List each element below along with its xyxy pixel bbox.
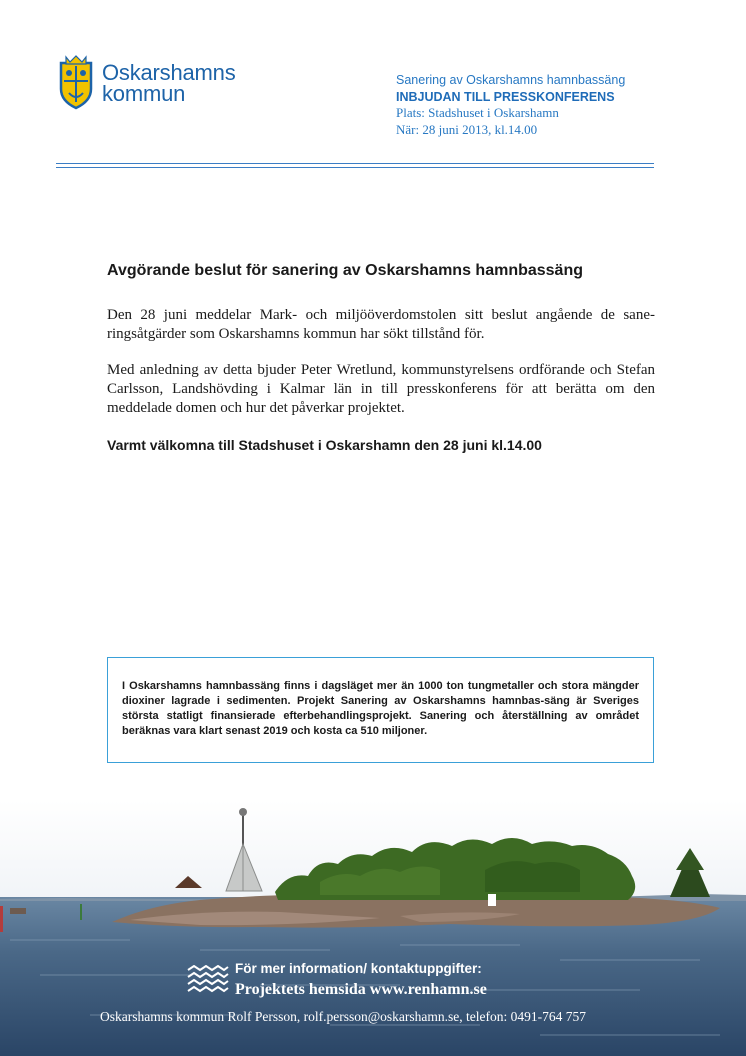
header-place: Plats: Stadshuset i Oskarshamn [396, 105, 559, 120]
header-info [396, 72, 625, 138]
paragraph: Med anledning av detta bjuder Peter Wretlund, kommunstyrelsens ordförande och Stefan Carlsson, Landshövding i Kalmar län in till presskonferens för att berätta om den meddelade domen och hur det påverkar projektet. [107, 362, 655, 416]
welcome-text: Varmt välkomna till Stadshuset i Oskarshamn den 28 juni kl.14.00 [107, 437, 542, 453]
divider [56, 167, 654, 168]
logo-line1: Oskarshamns [102, 59, 236, 85]
contact-line: Oskarshamns kommun Rolf Persson, rolf.persson@oskarshamn.se, telefon: 0491-764 757 [100, 1009, 586, 1024]
header-subtitle: Sanering av Oskarshamns hamnbassäng [396, 73, 626, 87]
header-title: INBJUDAN TILL PRESSKONFERENS [396, 89, 615, 104]
info-box-text: I Oskarshamns hamnbassäng finns i dagsläget mer än 1000 ton tungmetaller och stora mängder dioxiner lagrade i sedimenten. Projekt Sanering av Oskarshamns hamnbas-säng är Sveriges största statligt finansierade efterbehandlingsprojekt. Sanering och återställning av området beräknas vara klart senast 2019 och kosta ca 510 miljoner. [122, 680, 639, 737]
crest-icon [56, 55, 96, 110]
logo [56, 55, 236, 110]
header-when: När: 28 juni 2013, kl.14.00 [396, 121, 538, 137]
more-info-label: För mer information/ kontaktuppgifter: [235, 961, 482, 976]
paragraph: Den 28 juni meddelar Mark- och miljööverdomstolen sitt beslut angående de sane-ringsåtgärder som Oskarshamns kommun har sökt tillstånd för. [107, 307, 655, 342]
website-link[interactable]: Projektets hemsida www.renhamn.se [235, 981, 487, 998]
headline: Avgörande beslut för sanering av Oskarshamns hamnbassäng [107, 262, 583, 279]
logo-line2: kommun [102, 80, 186, 106]
info-box [107, 657, 654, 763]
pattern-icon [186, 965, 230, 995]
divider [56, 163, 654, 164]
